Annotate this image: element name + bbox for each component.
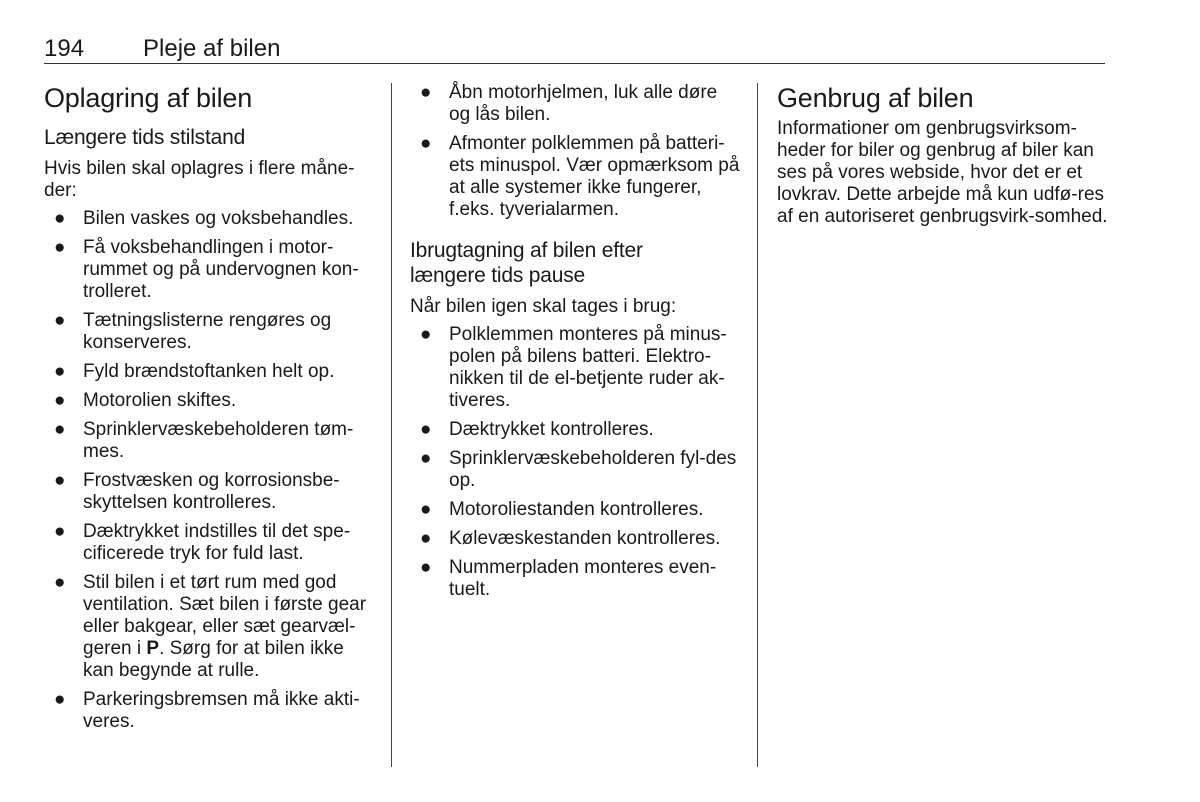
bullet-icon: ● bbox=[54, 572, 66, 593]
bullet-icon: ● bbox=[420, 419, 432, 440]
bullet-icon: ● bbox=[420, 82, 432, 103]
list-item: ● Parkeringsbremsen må ikke akti-veres. bbox=[54, 689, 360, 732]
bullet-icon: ● bbox=[54, 470, 66, 491]
bullet-icon: ● bbox=[54, 521, 66, 542]
bullet-icon: ● bbox=[54, 310, 66, 331]
storage-intro: Hvis bilen skal oplagres i flere måne-der: bbox=[44, 158, 355, 201]
list-item: ● Åbn motorhjelmen, luk alle døre og lås bilen. bbox=[420, 82, 718, 125]
list-item: ● Sprinklervæskebeholderen tøm-mes. bbox=[54, 419, 354, 462]
bullet-icon: ● bbox=[420, 133, 432, 154]
bullet-icon: ● bbox=[54, 361, 66, 382]
column-divider-1 bbox=[391, 83, 392, 767]
bullet-icon: ● bbox=[420, 528, 432, 549]
list-item: ● Dæktrykket kontrolleres. bbox=[420, 419, 654, 440]
list-item: ● Polklemmen monteres på minus-polen på bilens batteri. Elektro-nikken til de el-betjente ruder ak-tiveres. bbox=[420, 324, 727, 411]
page-header bbox=[44, 34, 1105, 64]
list-item: ● Afmonter polklemmen på batteri-ets minuspol. Vær opmærksom på at alle systemer ikke fungerer, f.eks. tyverialarmen. bbox=[420, 133, 740, 220]
column-divider-2 bbox=[757, 83, 758, 767]
gear-position-p: P bbox=[146, 638, 160, 659]
chapter-title: Pleje af bilen bbox=[143, 35, 281, 62]
bullet-icon: ● bbox=[54, 419, 66, 440]
list-item-gear: ● Stil bilen i et tørt rum med god ventilation. Sæt bilen i første gear eller bakgear, eller sæt gearvæl-geren i P. Sørg for at bilen ikke kan begynde at rulle. bbox=[54, 572, 367, 681]
bullet-icon: ● bbox=[420, 499, 432, 520]
list-item: ● Bilen vaskes og voksbehandles. bbox=[54, 208, 354, 229]
storage-list-continued bbox=[410, 82, 740, 221]
list-item: ● Få voksbehandlingen i motor-rummet og på undervognen kon-trolleret. bbox=[54, 237, 359, 302]
subheading-long-term-parking: Længere tids stilstand bbox=[44, 126, 246, 149]
recycling-body: Informationer om genbrugsvirksom-heder for biler og genbrug af biler kan ses på vores webside, hvor det er et lovkrav. Dette arbejde må kun udfø-res af en autoriseret genbrugsvirk-somhed. bbox=[777, 118, 1108, 227]
recommissioning-intro: Når bilen igen skal tages i brug: bbox=[410, 296, 677, 317]
list-item: ● Nummerpladen monteres even-tuelt. bbox=[420, 557, 717, 600]
column-restart bbox=[410, 82, 740, 608]
bullet-icon: ● bbox=[420, 557, 432, 578]
list-item: ● Frostvæsken og korrosionsbe-skyttelsen kontrolleres. bbox=[54, 470, 340, 513]
bullet-icon: ● bbox=[420, 324, 432, 345]
section-heading-storage: Oplagring af bilen bbox=[44, 83, 253, 113]
recommissioning-list bbox=[410, 324, 740, 601]
list-item: ● Tætningslisterne rengøres og konserveres. bbox=[54, 310, 332, 353]
bullet-icon: ● bbox=[54, 208, 66, 229]
column-storage bbox=[44, 82, 374, 740]
list-item: ● Motoroliestanden kontrolleres. bbox=[420, 499, 704, 520]
list-item: ● Sprinklervæskebeholderen fyl-des op. bbox=[420, 448, 737, 491]
list-item: ● Dæktrykket indstilles til det spe-cificerede tryk for fuld last. bbox=[54, 521, 351, 564]
column-recycling bbox=[777, 82, 1109, 234]
page-number: 194 bbox=[44, 35, 85, 62]
header-divider bbox=[44, 63, 1105, 64]
subheading-recommissioning: Ibrugtagning af bilen efter længere tids pause bbox=[410, 239, 643, 287]
bullet-icon: ● bbox=[54, 689, 66, 710]
list-item: ● Kølevæskestanden kontrolleres. bbox=[420, 528, 721, 549]
bullet-icon: ● bbox=[54, 390, 66, 411]
section-heading-recycling: Genbrug af bilen bbox=[777, 83, 974, 113]
bullet-icon: ● bbox=[54, 237, 66, 258]
list-item: ● Motorolien skiftes. bbox=[54, 390, 237, 411]
list-item: ● Fyld brændstoftanken helt op. bbox=[54, 361, 335, 382]
bullet-icon: ● bbox=[420, 448, 432, 469]
storage-list bbox=[44, 208, 374, 733]
